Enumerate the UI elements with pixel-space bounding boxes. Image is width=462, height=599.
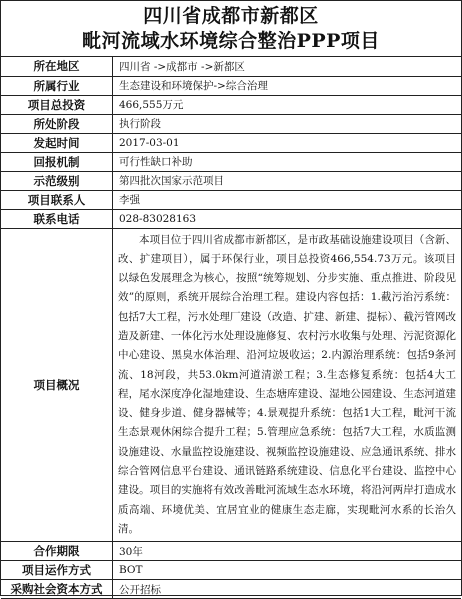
row-value: 生态建设和环境保护->综合治理 — [113, 76, 462, 95]
row-value: 四川省 ->成都市 ->新都区 — [113, 57, 462, 76]
row-label: 所处阶段 — [1, 114, 113, 133]
row-label: 所在地区 — [1, 57, 113, 76]
overview-text: 本项目位于四川省成都市新都区，是市政基础设施建设项目（含新、改、扩建项目），属于环保行业，项目总投资466,554.73万元。该项目以绿色发展理念为核心，按照“统筹规划、分步实施、重点推进、阶段见效”的原则，系统开展综合治理工程。建设内容包括：1.截污治污系统：包括7大工程，污水处理厂建设（改造、扩建、新建、提标）、截污管网改造及新建、一体化污水处理设施修复、农村污水收集与处理、污泥资源化中心建设、黑臭水体治理、沿河垃圾收运；2.内源治理系统：包括9条河流、18河段，共53.0km河道清淤工程；3.生态修复系统：包括4大工程，尾水深度净化湿地建设、生态塘库建设、湿地公园建设、生态河道建设、健身步道、健身器械等；4.景观提升系统：包括1大工程，毗河干流生态景观休闲综合提升工程；5.管理应急系统：包括7大工程，水质监测设施建设、水量监控设施建设、视频监控设施建设、应急通讯系统、排水综合管网信息平台建设、通讯链路系统建设、信息化平台建设、监控中心建设。项目的实施将有效改善毗河流域生态水环境，将沿河两岸打造成水质高端、环境优美、宜居宜业的健康生态走廊，实现毗河水系的长治久清。 — [113, 228, 462, 542]
title-line-1: 四川省成都市新都区 — [143, 4, 319, 27]
row-value: BOT — [113, 561, 462, 580]
row-label: 项目运作方式 — [1, 561, 113, 580]
title-line-2: 毗河流域水环境综合整治PPP项目 — [82, 29, 380, 52]
row-label: 项目总投资 — [1, 95, 113, 114]
row-label: 示范级别 — [1, 171, 113, 190]
row-label: 合作期限 — [1, 542, 113, 561]
table-row — [1, 190, 461, 209]
table-row — [1, 152, 461, 171]
row-label: 项目联系人 — [1, 190, 113, 209]
table-row — [1, 561, 461, 580]
table-row — [1, 171, 461, 190]
row-label: 采购社会资本方式 — [1, 580, 113, 599]
project-info-table — [1, 57, 461, 599]
row-label: 联系电话 — [1, 209, 113, 228]
row-value: 30年 — [113, 542, 462, 561]
row-value: 执行阶段 — [113, 114, 462, 133]
row-label: 发起时间 — [1, 133, 113, 152]
row-value: 第四批次国家示范项目 — [113, 171, 462, 190]
row-value: 2017-03-01 — [113, 133, 462, 152]
row-value: 李强 — [113, 190, 462, 209]
row-value: 可行性缺口补助 — [113, 152, 462, 171]
table-row — [1, 542, 461, 561]
table-row — [1, 95, 461, 114]
table-row — [1, 114, 461, 133]
table-row — [1, 76, 461, 95]
row-value: 466,555万元 — [113, 95, 462, 114]
table-row — [1, 57, 461, 76]
table-row — [1, 133, 461, 152]
page-title — [1, 1, 461, 57]
table-row — [1, 209, 461, 228]
row-label: 回报机制 — [1, 152, 113, 171]
overview-label: 项目概况 — [1, 228, 113, 542]
row-value: 公开招标 — [113, 580, 462, 599]
overview-row — [1, 228, 461, 542]
row-label: 所属行业 — [1, 76, 113, 95]
row-value: 028-83028163 — [113, 209, 462, 228]
